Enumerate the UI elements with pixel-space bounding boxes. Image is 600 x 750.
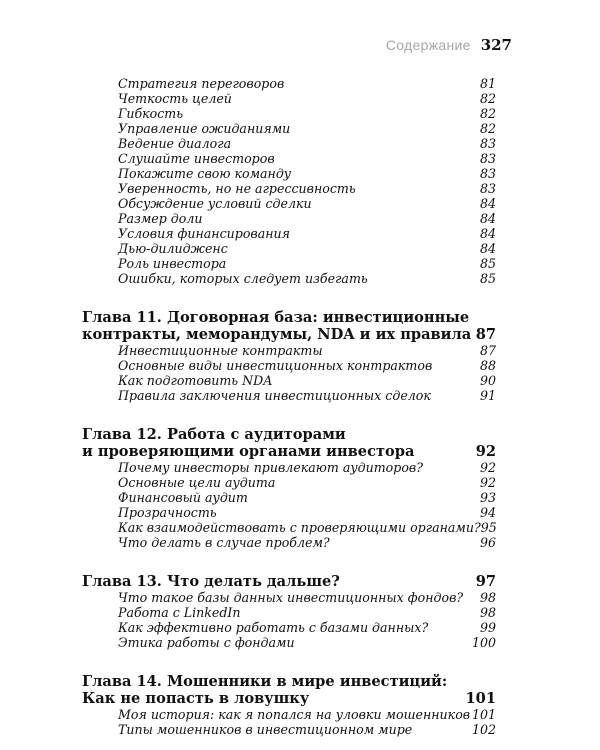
toc-entry-title: Как эффективно работать с базами данных? bbox=[118, 620, 429, 635]
toc-entry bbox=[82, 166, 514, 181]
toc-entry-page: 94 bbox=[479, 505, 496, 520]
toc-entry-page: 82 bbox=[479, 91, 496, 106]
toc-entry-page: 85 bbox=[479, 256, 496, 271]
toc-entry bbox=[82, 722, 514, 737]
toc-entry bbox=[82, 490, 514, 505]
toc-entry-title: Работа с LinkedIn bbox=[118, 605, 241, 620]
toc-entry bbox=[82, 520, 514, 535]
toc-entry-title: Роль инвестора bbox=[118, 256, 227, 271]
toc-entry bbox=[82, 590, 514, 605]
chapter-page: 87 bbox=[475, 326, 496, 343]
toc-entry-title: Основные виды инвестиционных контрактов bbox=[118, 358, 433, 373]
toc-entry-title: Стратегия переговоров bbox=[118, 76, 285, 91]
chapter-title-line: и проверяющими органами инвестора bbox=[82, 443, 415, 460]
toc-entry-title: Четкость целей bbox=[118, 91, 232, 106]
toc-entry bbox=[82, 226, 514, 241]
toc-entry bbox=[82, 343, 514, 358]
toc-entry-title: Условия финансирования bbox=[118, 226, 290, 241]
toc-entry-page: 92 bbox=[479, 475, 496, 490]
toc-entry-page: 83 bbox=[479, 181, 496, 196]
toc-entry bbox=[82, 76, 514, 91]
toc-entry-title: Этика работы с фондами bbox=[118, 635, 295, 650]
running-header-section: Содержание bbox=[385, 37, 471, 53]
toc-entry-title: Управление ожиданиями bbox=[118, 121, 291, 136]
toc-entry-title: Прозрачность bbox=[118, 505, 217, 520]
toc-entry bbox=[82, 91, 514, 106]
toc-entry-page: 83 bbox=[479, 166, 496, 181]
chapter-title-line: контракты, меморандумы, NDA и их правила bbox=[82, 326, 472, 343]
toc-entry-page: 93 bbox=[479, 490, 496, 505]
toc-entry-page: 88 bbox=[479, 358, 496, 373]
toc-entry-title: Как подготовить NDA bbox=[118, 373, 273, 388]
toc-entry-page: 101 bbox=[471, 707, 496, 722]
toc-chapter bbox=[82, 573, 514, 650]
page-number: 327 bbox=[480, 36, 512, 54]
toc-entry bbox=[82, 605, 514, 620]
toc-entry bbox=[82, 475, 514, 490]
toc-entry-title: Уверенность, но не агрессивность bbox=[118, 181, 356, 196]
chapter-title-line: Глава 12. Работа с аудиторами bbox=[82, 426, 346, 443]
chapter-title-row bbox=[82, 443, 496, 460]
toc-entry-page: 87 bbox=[479, 343, 496, 358]
chapter-page: 92 bbox=[475, 443, 496, 460]
toc-entry-title: Ошибки, которых следует избегать bbox=[118, 271, 368, 286]
toc-entry bbox=[82, 151, 514, 166]
toc-entry bbox=[82, 256, 514, 271]
toc-entry-page: 83 bbox=[479, 151, 496, 166]
toc-entry bbox=[82, 707, 514, 722]
toc-entry bbox=[82, 271, 514, 286]
toc-entry-title: Правила заключения инвестиционных сделок bbox=[118, 388, 431, 403]
running-header bbox=[386, 36, 512, 54]
toc-entry-page: 91 bbox=[479, 388, 496, 403]
toc-entry-title: Типы мошенников в инвестиционном мире bbox=[118, 722, 413, 737]
toc-entry-page: 92 bbox=[479, 460, 496, 475]
toc-entry-title: Гибкость bbox=[118, 106, 184, 121]
chapter-title-line: Глава 11. Договорная база: инвестиционные bbox=[82, 309, 470, 326]
chapter-title-row bbox=[82, 690, 496, 707]
toc-entry bbox=[82, 136, 514, 151]
chapter-heading bbox=[82, 426, 514, 460]
toc-entry-title: Покажите свою команду bbox=[118, 166, 292, 181]
chapter-page: 97 bbox=[475, 573, 496, 590]
toc-entry-page: 84 bbox=[479, 211, 496, 226]
toc-entry bbox=[82, 460, 514, 475]
toc-entry-page: 98 bbox=[479, 605, 496, 620]
toc-entry-title: Моя история: как я попался на уловки мошенников bbox=[118, 707, 471, 722]
toc-entry bbox=[82, 121, 514, 136]
toc-chapter bbox=[82, 426, 514, 550]
toc-entry-title: Размер доли bbox=[118, 211, 203, 226]
toc-entry bbox=[82, 196, 514, 211]
toc-entry-page: 84 bbox=[479, 226, 496, 241]
chapter-title-row bbox=[82, 326, 496, 343]
chapter-title-line: Как не попасть в ловушку bbox=[82, 690, 310, 707]
toc-entry-page: 99 bbox=[479, 620, 496, 635]
chapter-title-row bbox=[82, 573, 496, 590]
toc-entry bbox=[82, 620, 514, 635]
toc-entry bbox=[82, 373, 514, 388]
toc-entry-title: Что такое базы данных инвестиционных фондов? bbox=[118, 590, 464, 605]
toc-entry bbox=[82, 211, 514, 226]
toc-entry-page: 85 bbox=[479, 271, 496, 286]
toc-entry-title: Что делать в случае проблем? bbox=[118, 535, 330, 550]
chapter-heading bbox=[82, 309, 514, 343]
toc-entry-page: 90 bbox=[479, 373, 496, 388]
toc-entry bbox=[82, 535, 514, 550]
toc-chapter bbox=[82, 309, 514, 403]
toc-entry-page: 102 bbox=[471, 722, 496, 737]
toc-entry bbox=[82, 358, 514, 373]
toc-entry-page: 98 bbox=[479, 590, 496, 605]
toc-entry bbox=[82, 181, 514, 196]
toc-entry-title: Основные цели аудита bbox=[118, 475, 276, 490]
toc-entry bbox=[82, 241, 514, 256]
toc-entry-page: 95 bbox=[480, 520, 497, 535]
toc-section-continued bbox=[82, 76, 514, 286]
toc-entry bbox=[82, 388, 514, 403]
toc-entry-page: 83 bbox=[479, 136, 496, 151]
toc-entry-page: 84 bbox=[479, 196, 496, 211]
chapter-heading bbox=[82, 673, 514, 707]
toc-entry-title: Как взаимодействовать с проверяющими органами? bbox=[118, 520, 481, 535]
chapter-heading bbox=[82, 573, 514, 590]
toc-entry-title: Обсуждение условий сделки bbox=[118, 196, 312, 211]
toc-entry-page: 82 bbox=[479, 121, 496, 136]
table-of-contents bbox=[82, 76, 514, 737]
toc-entry-page: 81 bbox=[479, 76, 496, 91]
chapter-title-line: Глава 14. Мошенники в мире инвестиций: bbox=[82, 673, 448, 690]
toc-entry bbox=[82, 106, 514, 121]
toc-entry-page: 100 bbox=[471, 635, 496, 650]
toc-entry-title: Ведение диалога bbox=[118, 136, 232, 151]
chapter-page: 101 bbox=[465, 690, 496, 707]
toc-entry-title: Инвестиционные контракты bbox=[118, 343, 323, 358]
toc-entry-page: 84 bbox=[479, 241, 496, 256]
toc-entry-title: Финансовый аудит bbox=[118, 490, 248, 505]
toc-entry-title: Слушайте инвесторов bbox=[118, 151, 275, 166]
toc-entry-title: Дью-дилидженс bbox=[118, 241, 228, 256]
toc-entry bbox=[82, 505, 514, 520]
toc-entry-page: 82 bbox=[479, 106, 496, 121]
toc-entry bbox=[82, 635, 514, 650]
toc-entry-title: Почему инвесторы привлекают аудиторов? bbox=[118, 460, 423, 475]
toc-entry-page: 96 bbox=[479, 535, 496, 550]
chapter-title-line: Глава 13. Что делать дальше? bbox=[82, 573, 340, 590]
toc-chapter bbox=[82, 673, 514, 737]
